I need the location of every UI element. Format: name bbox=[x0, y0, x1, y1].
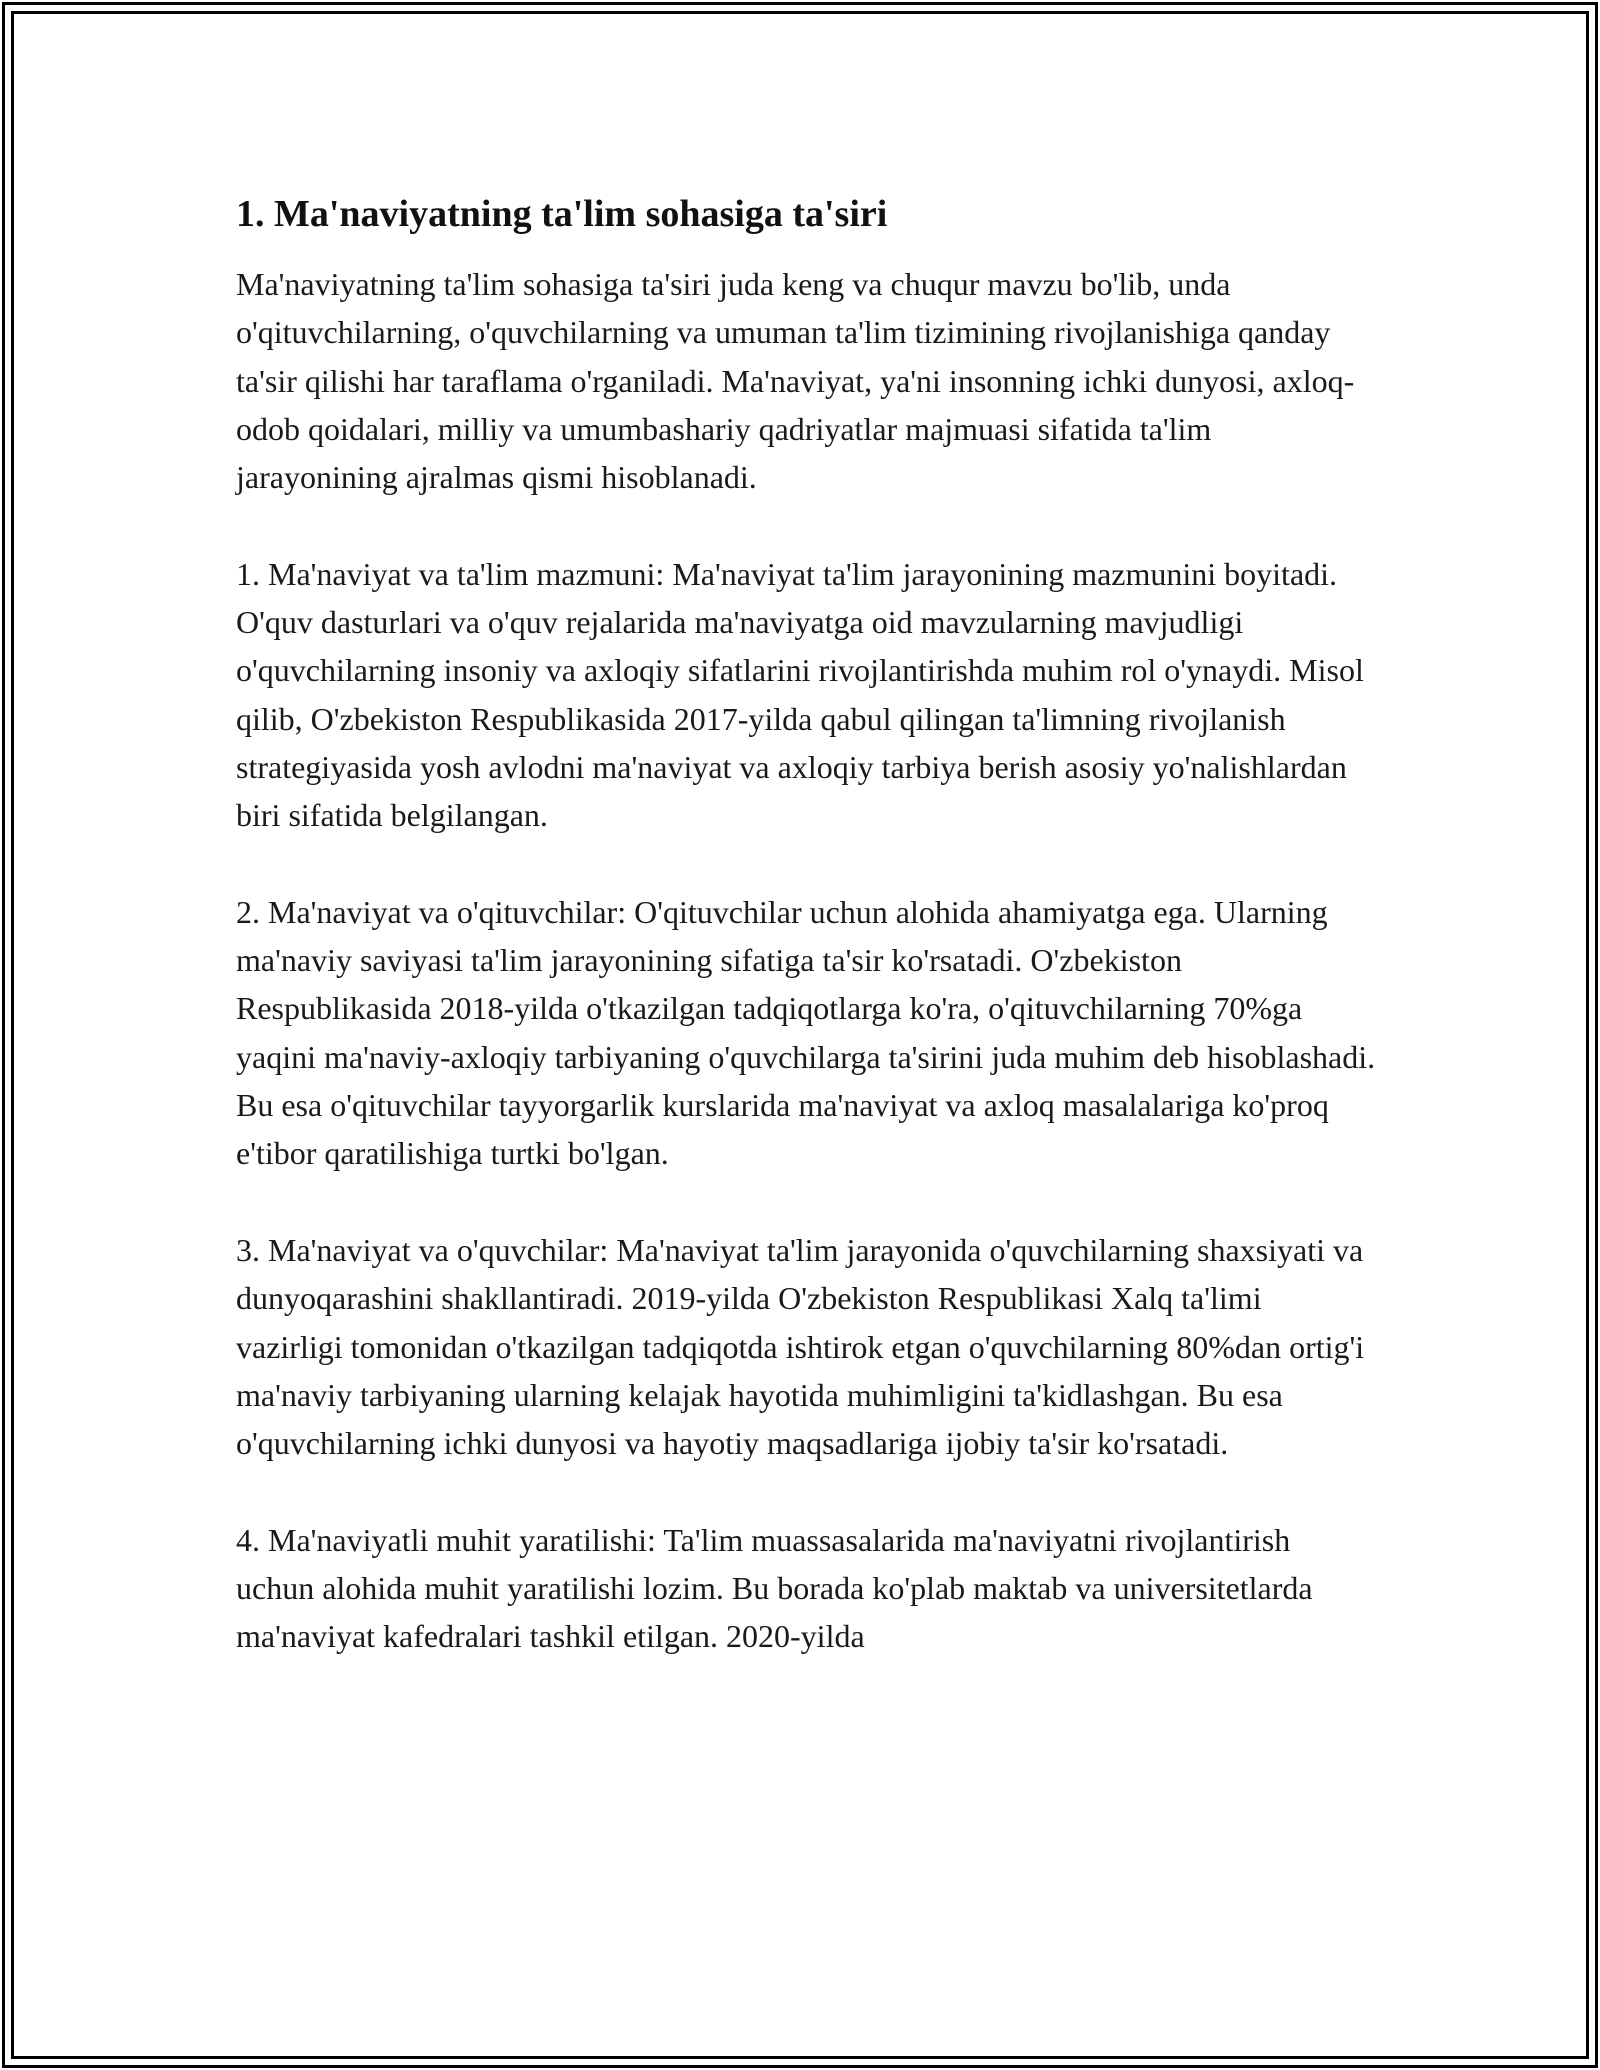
section-heading: 1. Ma'naviyatning ta'lim sohasiga ta'siri bbox=[236, 193, 888, 235]
paragraph-students: 3. Ma'naviyat va o'quvchilar: Ma'naviyat ta'lim jarayonida o'quvchilarning shaxsiyati va dunyoqarashini shakllantiradi. 2019-yilda O'zbekiston Respublikasi Xalq ta'limi vazirligi tomonidan o'tkazilgan tadqiqotda ishtirok etgan o'quvchilarning 80%dan ortig'i ma'naviy tarbiyaning ularning kelajak hayotida muhimligini ta'kidlashgan. Bu esa o'quvchilarning ichki dunyosi va hayotiy maqsadlariga ijobiy ta'sir ko'rsatadi. bbox=[236, 1231, 1365, 1462]
paragraph-teachers: 2. Ma'naviyat va o'qituvchilar: O'qituvchilar uchun alohida ahamiyatga ega. Ularning ma'naviy saviyasi ta'lim jarayonining sifatiga ta'sir ko'rsatadi. O'zbekiston Respublikasida 2018-yilda o'tkazilgan tadqiqotlarga ko'ra, o'qituvchilarning 70%ga yaqini ma'naviy-axloqiy tarbiyaning o'quvchilarga ta'sirini juda muhim deb hisoblashadi. Bu esa o'qituvchilar tayyorgarlik kurslarida ma'naviyat va axloq masalalariga ko'proq e'tibor qaratilishiga turtki bo'lgan. bbox=[236, 893, 1376, 1172]
document-body bbox=[236, 188, 1376, 1661]
paragraph-content: 1. Ma'naviyat va ta'lim mazmuni: Ma'naviyat ta'lim jarayonining mazmunini boyitadi. O'quv dasturlari va o'quv rejalarida ma'naviyatga oid mavzularning mavjudligi o'quvchilarning insoniy va axloqiy sifatlarini rivojlantirishda muhim rol o'ynaydi. Misol qilib, O'zbekiston Respublikasida 2017-yilda qabul qilingan ta'limning rivojlanish strategiyasida yosh avlodni ma'naviyat va axloqiy tarbiya berish asosiy yo'nalishlardan biri sifatida belgilangan. bbox=[236, 555, 1364, 834]
intro-paragraph: Ma'naviyatning ta'lim sohasiga ta'siri juda keng va chuqur mavzu bo'lib, unda o'qituvchilarning, o'quvchilarning va umuman ta'lim tizimining rivojlanishiga qanday ta'sir qilishi har taraflama o'rganiladi. Ma'naviyat, ya'ni insonning ichki dunyosi, axloq-odob qoidalari, milliy va umumbashariy qadriyatlar majmuasi sifatida ta'lim jarayonining ajralmas qismi hisoblanadi. bbox=[236, 266, 1355, 496]
paragraph-environment: 4. Ma'naviyatli muhit yaratilishi: Ta'lim muassasalarida ma'naviyatni rivojlantirish uchun alohida muhit yaratilishi lozim. Bu borada ko'plab maktab va universitetlarda ma'naviyat kafedralari tashkil etilgan. 2020-yilda bbox=[236, 1521, 1313, 1655]
